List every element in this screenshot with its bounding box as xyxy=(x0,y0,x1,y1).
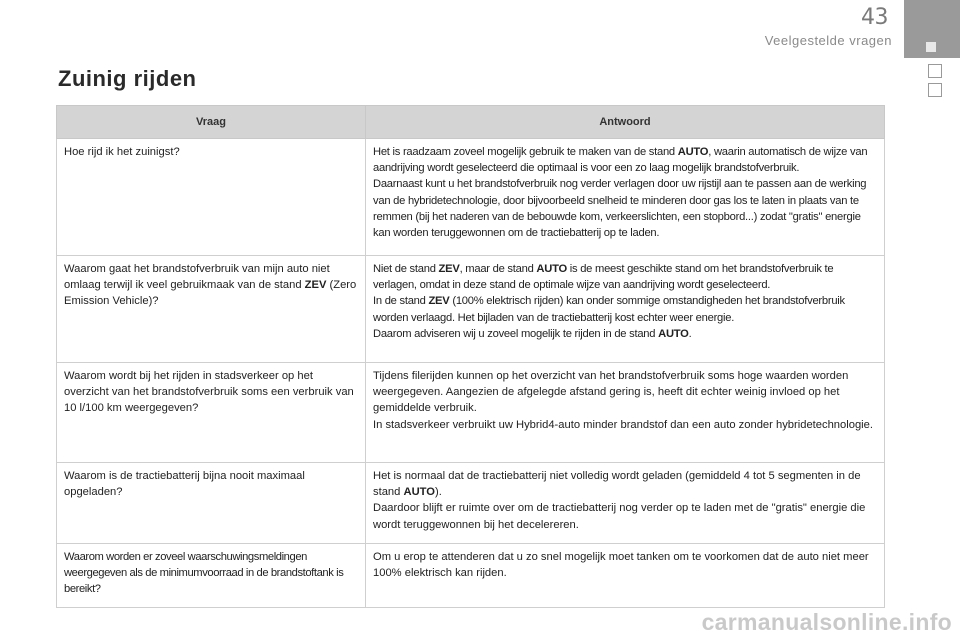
question-cell: Waarom gaat het brandstofverbruik van mijn auto niet omlaag terwijl ik veel gebruikmaak van de stand ZEV (Zero Emission Vehicle)? xyxy=(57,256,366,363)
page-title: Zuinig rijden xyxy=(58,66,197,91)
table-header-row xyxy=(57,106,885,139)
answer-paragraph: In stadsverkeer verbruikt uw Hybrid4-auto minder brandstof dan een auto zonder hybridetechnologie. xyxy=(373,418,873,431)
chapter-tab-box[interactable] xyxy=(928,64,942,78)
answer-cell xyxy=(366,463,885,544)
answer-paragraph: In de stand ZEV (100% elektrisch rijden) kan onder sommige omstandigheden het brandstofverbruik worden verlaagd. Het bijladen van de tractiebatterij kost echter weer energie. xyxy=(373,295,845,324)
answer-paragraph: Het is raadzaam zoveel mogelijk gebruik te maken van de stand AUTO, waarin automatisch de wijze van aandrijving wordt geselecteerd die optimaal is voor een zo laag mogelijk brandstofverbruik. xyxy=(373,146,868,175)
answer-cell xyxy=(366,363,885,463)
faq-table xyxy=(56,105,885,608)
answer-paragraph: Daarnaast kunt u het brandstofverbruik nog verder verlagen door uw rijstijl aan te passen aan de werking van de hybridetechnologie, door bijvoorbeeld snelheid te minderen door gas los te laten in plaats van te remmen (bij het naderen van de bebouwde kom, verkeerslichten, een stopbord...) zodat "gratis" energie kan worden teruggewonnen om de tractiebatterij op te laden. xyxy=(373,178,867,240)
column-header-answer: Antwoord xyxy=(366,106,885,139)
answer-paragraph: Het is normaal dat de tractiebatterij niet volledig wordt geladen (gemiddeld 4 tot 5 segmenten in de stand AUTO). xyxy=(373,470,861,499)
answer-paragraph: Daarom adviseren wij u zoveel mogelijk te rijden in de stand AUTO. xyxy=(373,327,692,340)
table-row xyxy=(57,256,885,363)
chapter-tab-active[interactable] xyxy=(904,0,960,58)
answer-paragraph: Tijdens filerijden kunnen op het overzicht van het brandstofverbruik soms hoge waarden worden weergegeven. Aangezien de afgelegde afstand gering is, heeft dit echter weinig invloed op het gemiddelde verbruik. xyxy=(373,370,849,415)
chapter-tab-box[interactable] xyxy=(928,83,942,97)
table-row xyxy=(57,363,885,463)
answer-paragraph: Om u erop te attenderen dat u zo snel mogelijk moet tanken om te voorkomen dat de auto niet meer 100% elektrisch kan rijden. xyxy=(373,550,869,580)
answer-paragraph: Niet de stand ZEV, maar de stand AUTO is de meest geschikte stand om het brandstofverbruik te verlagen, omdat in deze stand de optimale wijze van aandrijving wordt geselecteerd. xyxy=(373,263,834,292)
question-cell: Hoe rijd ik het zuinigst? xyxy=(57,139,366,256)
answer-cell xyxy=(366,139,885,256)
table-row xyxy=(57,543,885,608)
section-title: Veelgestelde vragen xyxy=(764,33,892,48)
watermark: carmanualsonline.info xyxy=(701,609,952,635)
answer-cell xyxy=(366,543,885,608)
answer-cell xyxy=(366,256,885,363)
question-cell: Waarom is de tractiebatterij bijna nooit maximaal opgeladen? xyxy=(57,463,366,544)
question-cell: Waarom wordt bij het rijden in stadsverkeer op het overzicht van het brandstofverbruik soms een verbruik van 10 l/100 km weergegeven? xyxy=(57,363,366,463)
column-header-question: Vraag xyxy=(57,106,366,139)
answer-paragraph: Daardoor blijft er ruimte over om de tractiebatterij nog verder op te laden met de "gratis" energie die wordt teruggewonnen bij het decelereren. xyxy=(373,502,866,531)
page-number: 43 xyxy=(861,5,888,30)
table-row xyxy=(57,139,885,256)
question-cell: Waarom worden er zoveel waarschuwingsmeldingen weergegeven als de minimumvoorraad in de brandstoftank is bereikt? xyxy=(57,543,366,608)
table-row xyxy=(57,463,885,544)
chapter-tab-marker xyxy=(926,42,936,52)
